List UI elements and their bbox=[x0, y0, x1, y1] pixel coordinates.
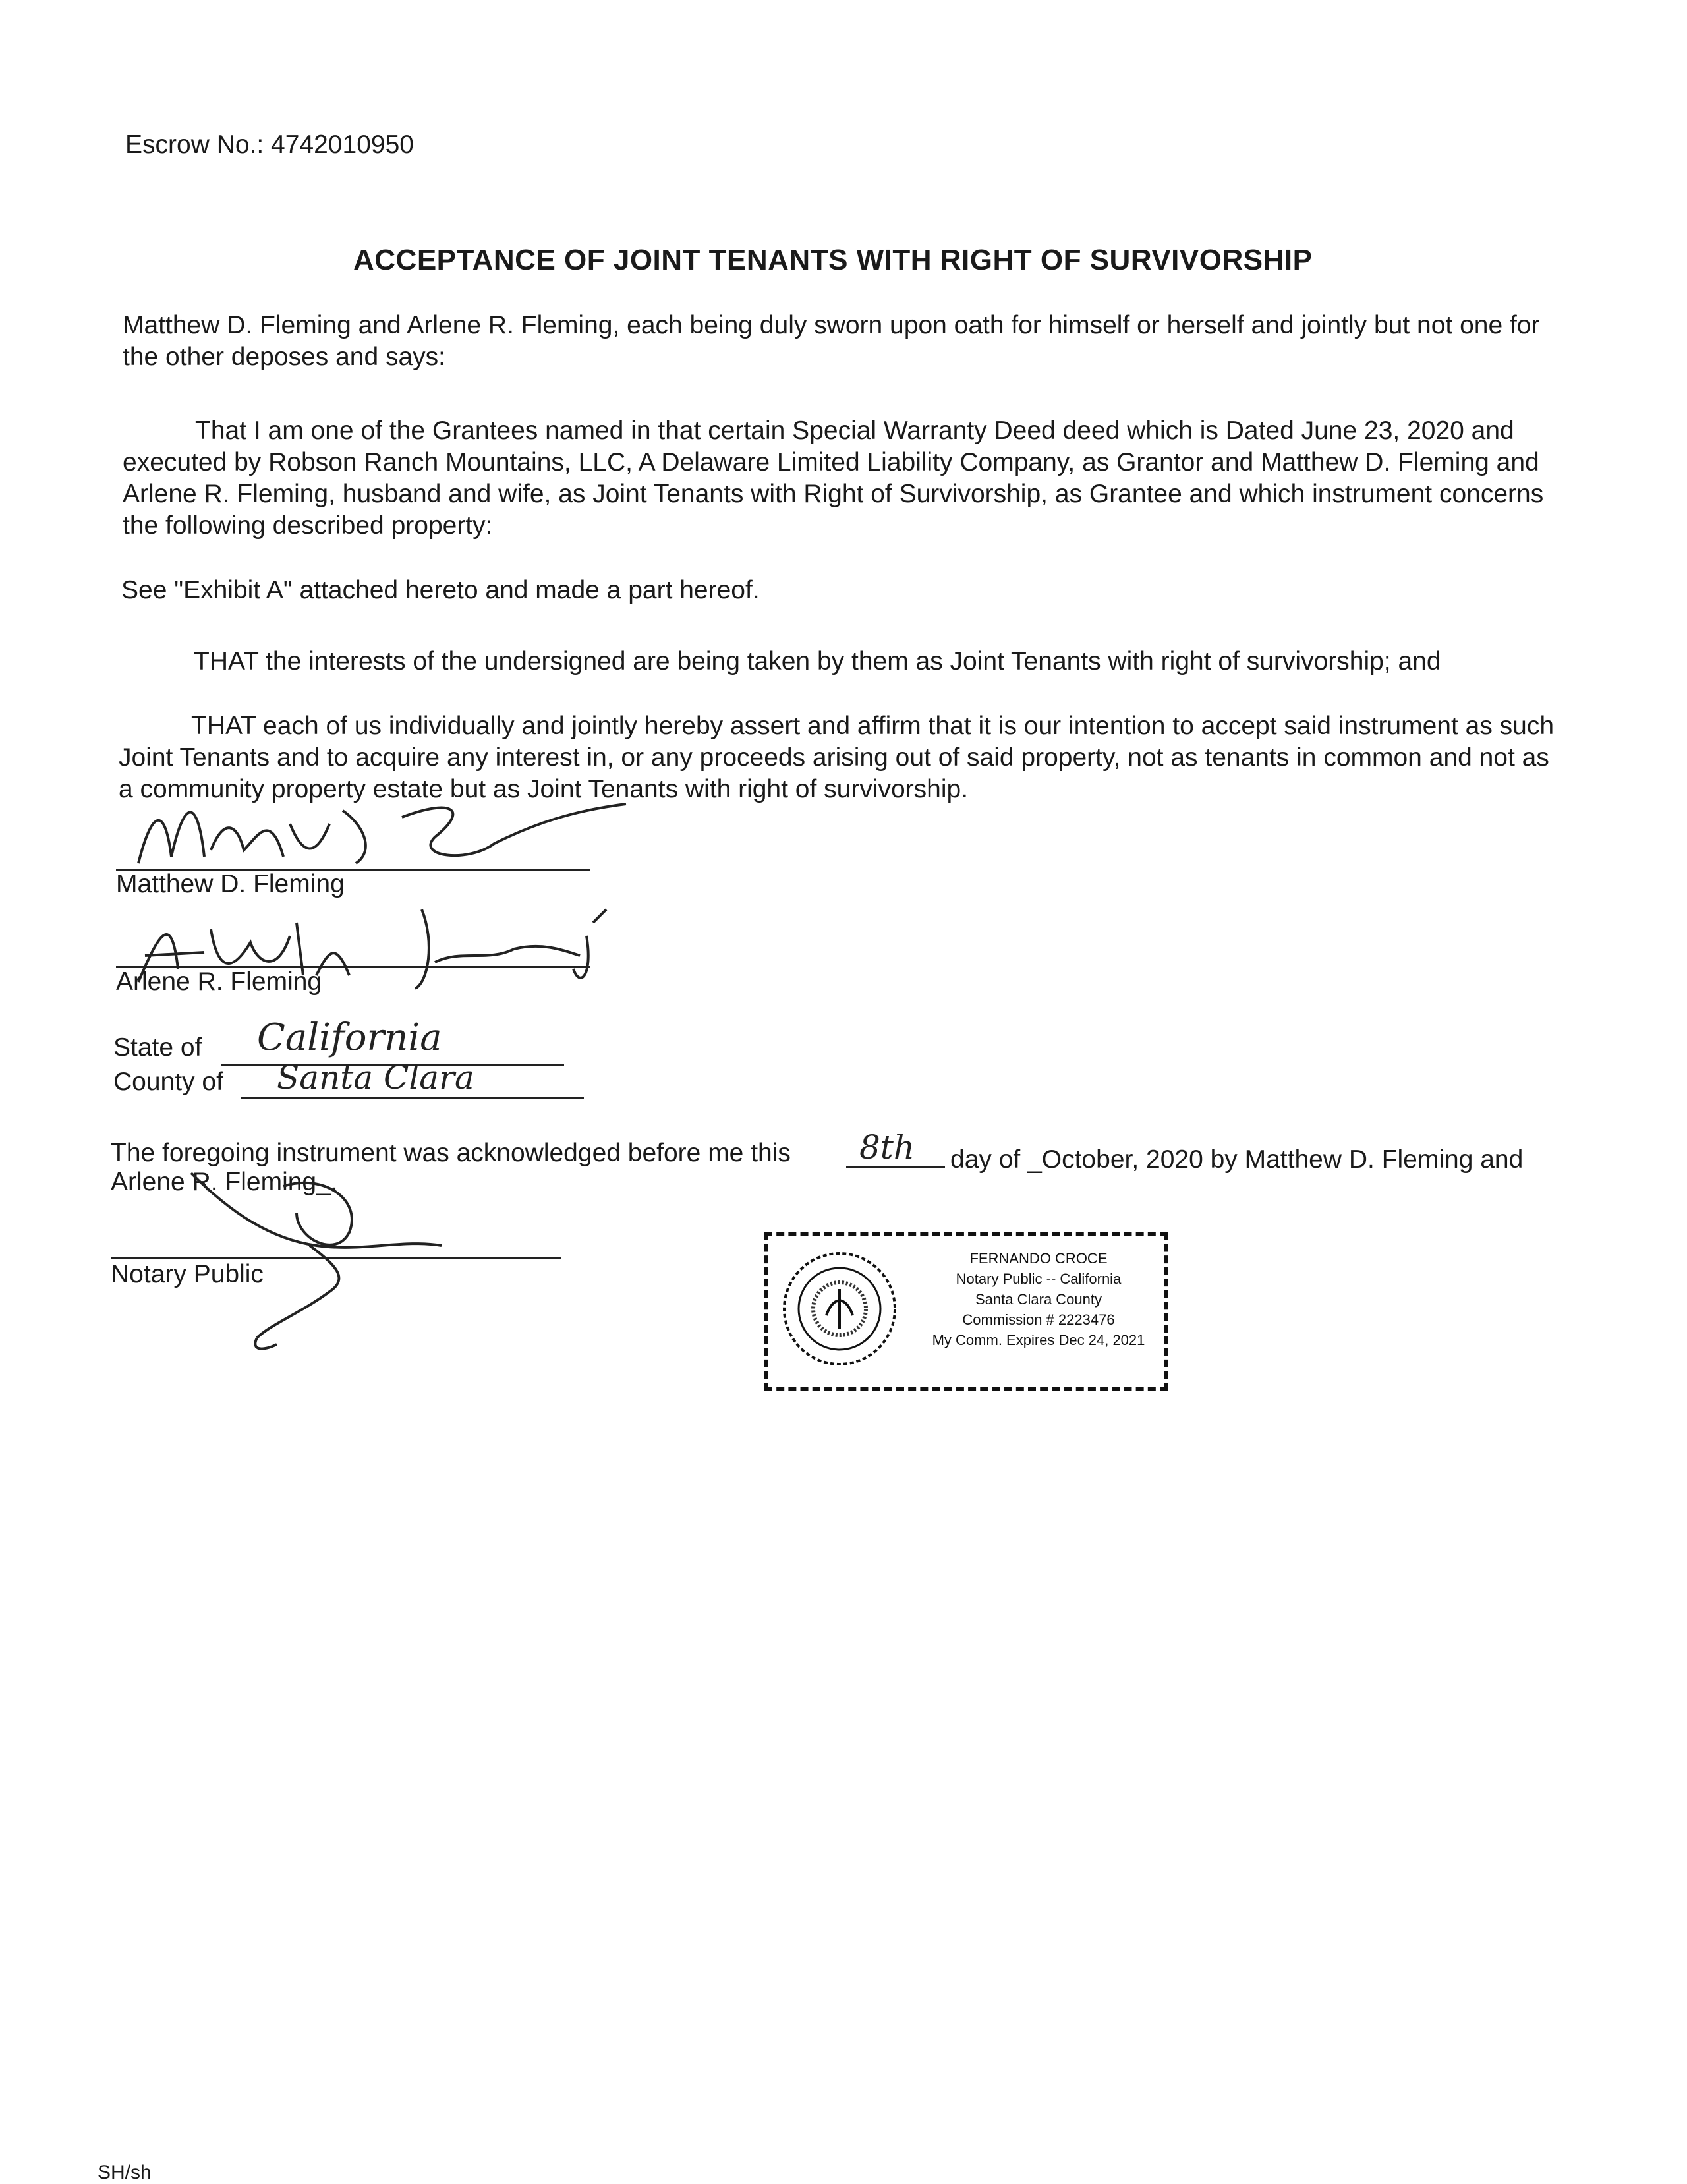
escrow-number: Escrow No.: 4742010950 bbox=[125, 130, 414, 159]
ack-text-b: day of _October, 2020 by Matthew D. Fleming and bbox=[950, 1145, 1524, 1174]
notary-stamp bbox=[764, 1232, 1168, 1391]
signer-1-name: Matthew D. Fleming bbox=[116, 870, 345, 898]
day-underline bbox=[846, 1166, 945, 1168]
state-label: State of bbox=[113, 1033, 202, 1062]
stamp-commission: Commission # 2223476 bbox=[962, 1311, 1115, 1328]
grantee-paragraph: That I am one of the Grantees named in that certain Special Warranty Deed deed which is Dated June 23, 2020 and executed by Robson Ranch Mountains, LLC, A Delaware Limited Liability Company, as Grantor and Matthew D. Fleming and Arlene R. Fleming, husband and wife, as Joint Tenants with Right of Survivorship, as Grantee and which instrument concerns the following described property: bbox=[123, 417, 1544, 540]
affirm-paragraph: THAT each of us individually and jointly hereby assert and affirm that it is our intention to accept said instrument as such Joint Tenants and to acquire any interest in, or any proceeds arising out of said property, not as tenants in common and not as a community property estate but as Joint Tenants with right of survivorship. bbox=[119, 712, 1555, 803]
exhibit-line: See "Exhibit A" attached hereto and made a part hereof. bbox=[121, 576, 760, 604]
ack-text-a: The foregoing instrument was acknowledged before me this bbox=[111, 1139, 791, 1167]
state-value: California bbox=[257, 1016, 442, 1059]
notary-public-label: Notary Public bbox=[111, 1260, 264, 1288]
interests-paragraph: THAT the interests of the undersigned are being taken by them as Joint Tenants with right of survivorship; and bbox=[194, 647, 1441, 675]
ack-day: 8th bbox=[859, 1128, 915, 1166]
signer-2-name: Arlene R. Fleming bbox=[116, 967, 322, 996]
county-value: Santa Clara bbox=[277, 1058, 474, 1097]
document-title: ACCEPTANCE OF JOINT TENANTS WITH RIGHT OF SURVIVORSHIP bbox=[353, 244, 1313, 276]
footer-initials: SH/sh bbox=[98, 2162, 152, 2183]
county-underline bbox=[241, 1097, 584, 1099]
county-label: County of bbox=[113, 1068, 223, 1096]
intro-paragraph: Matthew D. Fleming and Arlene R. Fleming, each being duly sworn upon oath for himself or herself and jointly but not one for the other deposes and says: bbox=[123, 311, 1540, 371]
stamp-expires: My Comm. Expires Dec 24, 2021 bbox=[932, 1332, 1145, 1348]
stamp-county: Santa Clara County bbox=[975, 1291, 1102, 1308]
notary-seal-icon bbox=[780, 1250, 899, 1368]
ack-text-line2: Arlene R. Fleming_. bbox=[111, 1168, 338, 1196]
stamp-notary-title: Notary Public -- California bbox=[956, 1271, 1122, 1287]
stamp-notary-name: FERNANDO CROCE bbox=[969, 1250, 1108, 1267]
